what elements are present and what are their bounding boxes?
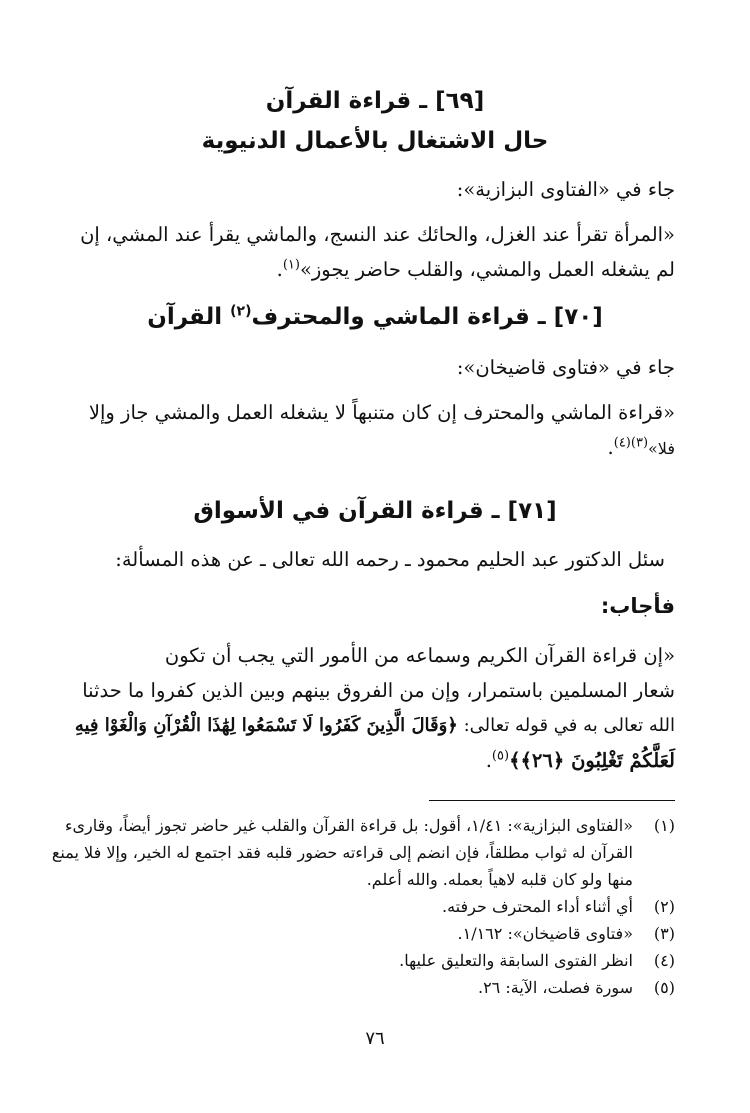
footnote-1-line3: منها ولو كان قلبه لاهياً بعمله. والله أعلم.	[366, 870, 633, 889]
footnote-separator	[429, 800, 675, 801]
footnotes	[51, 812, 675, 1001]
section-71-answer	[60, 638, 675, 778]
section-69-intro-text: جاء في «الفتاوى البزازية»:	[456, 178, 675, 201]
section-70-title-a: [٧٠] ـ قراءة الماشي والمحترف	[251, 304, 603, 330]
section-70-quote-line1-text: «قراءة الماشي والمحترف إن كان متنبهاً لا يشغله العمل والمشي جاز وإلا	[88, 401, 675, 424]
section-71-question	[60, 542, 665, 577]
footnote-ref-2[interactable]: (٢)	[230, 303, 252, 320]
footnote-1-line1: «الفتاوى البزازية»: ١/٤١، أقول: بل قراءة القرآن والقلب غير حاضر تجوز أيضاً، وقارىء	[64, 816, 633, 835]
answer-line3	[60, 708, 675, 743]
quran-verse-part2: لَعَلَّكُمْ تَغْلِبُونَ ﴿٢٦﴾﴾	[509, 749, 675, 772]
section-70-intro-text: جاء في «فتاوى قاضيخان»:	[456, 356, 675, 379]
footnote-2-text: أي أثناء أداء المحترف حرفته.	[442, 897, 633, 916]
footnote-ref-1[interactable]: (١)	[282, 257, 300, 273]
section-70-quote-line2: فلا»$^{(٣)(٤)}$.	[607, 435, 675, 459]
footnote-5	[60, 974, 675, 1001]
section-69-quote-line2-text: لم يشغله العمل والمشي، والقلب حاضر يجوز»	[299, 258, 675, 281]
footnote-3-number: (٣)	[653, 924, 675, 943]
footnote-2	[60, 893, 675, 920]
section-70-quote-line2-text: فلا»	[648, 439, 675, 458]
section-69-title	[60, 88, 690, 114]
section-69-quote-line2: لم يشغله العمل والمشي، والقلب حاضر يجوز»$^{(١)}$.	[276, 257, 675, 281]
footnote-2-number: (٢)	[653, 897, 675, 916]
section-69-quote-line1	[60, 217, 675, 252]
footnote-4-number: (٤)	[653, 951, 675, 970]
section-69-quote	[60, 217, 675, 287]
footnote-5-text: سورة فصلت، الآية: ٢٦.	[477, 978, 633, 997]
answer-line1-text: «إن قراءة القرآن الكريم وسماعه من الأمور التي يجب أن تكون	[164, 644, 675, 667]
footnote-4-text: انظر الفتوى السابقة والتعليق عليها.	[399, 951, 633, 970]
footnote-4	[60, 947, 675, 974]
answer-label-text: فأجاب:	[600, 594, 675, 618]
footnote-ref-5[interactable]: (٥)	[491, 748, 510, 764]
section-71-answer-label	[60, 594, 675, 618]
section-70-quote	[60, 395, 675, 466]
section-69-title-text: [٦٩] ـ قراءة القرآن	[265, 88, 485, 114]
answer-line2	[60, 673, 675, 708]
section-70-quote-line1	[60, 395, 675, 430]
section-70-title	[60, 304, 690, 330]
footnote-ref-3-4[interactable]: (٣)(٤)	[613, 435, 649, 451]
section-71-title-text: [٧١] ـ قراءة القرآن في الأسواق	[193, 498, 557, 524]
section-69-intro	[60, 172, 675, 207]
page-number	[0, 1028, 750, 1049]
section-71-question-text: سئل الدكتور عبد الحليم محمود ـ رحمه الله تعالى ـ عن هذه المسألة:	[115, 548, 665, 571]
footnote-1-number: (١)	[653, 816, 675, 835]
answer-line3-text: الله تعالى به في قوله تعالى:	[463, 715, 675, 736]
page-number-text: ٧٦	[365, 1028, 385, 1049]
section-69-quote-line1-text: «المرأة تقرأ عند الغزل، والحائك عند النسج، والماشي يقرأ عند المشي، إن	[80, 223, 675, 246]
footnote-1-line2: القرآن له ثواب مطلقاً، فإن انضم إلى قراءته حضور قلبه فقد اجتمع له الخير، وإلا فلا يمنع	[51, 843, 633, 862]
section-71-title	[60, 498, 690, 524]
footnote-1	[60, 812, 675, 839]
footnote-3-text: «فتاوى قاضيخان»: ١/١٦٢.	[457, 924, 633, 943]
quran-verse-part1: ﴿وَقَالَ الَّذِينَ كَفَرُوا لَا تَسْمَعُوا لِهَٰذَا الْقُرْآنِ وَالْغَوْا فِيهِ	[74, 715, 458, 736]
answer-line2-text: شعار المسلمين باستمرار، وإن من الفروق بينهم وبين الذين كفروا ما حدثنا	[82, 679, 675, 702]
footnote-3	[60, 920, 675, 947]
answer-line1	[60, 638, 675, 673]
section-69-subtitle-text: حال الاشتغال بالأعمال الدنيوية	[201, 128, 549, 154]
section-70-title-b: القرآن	[147, 304, 223, 330]
section-69-subtitle	[60, 128, 690, 154]
footnote-5-number: (٥)	[653, 978, 675, 997]
section-70-intro	[60, 350, 675, 385]
answer-line4: لَعَلَّكُمْ تَغْلِبُونَ ﴿٢٦﴾﴾$^{(٥)}$.	[485, 748, 675, 772]
